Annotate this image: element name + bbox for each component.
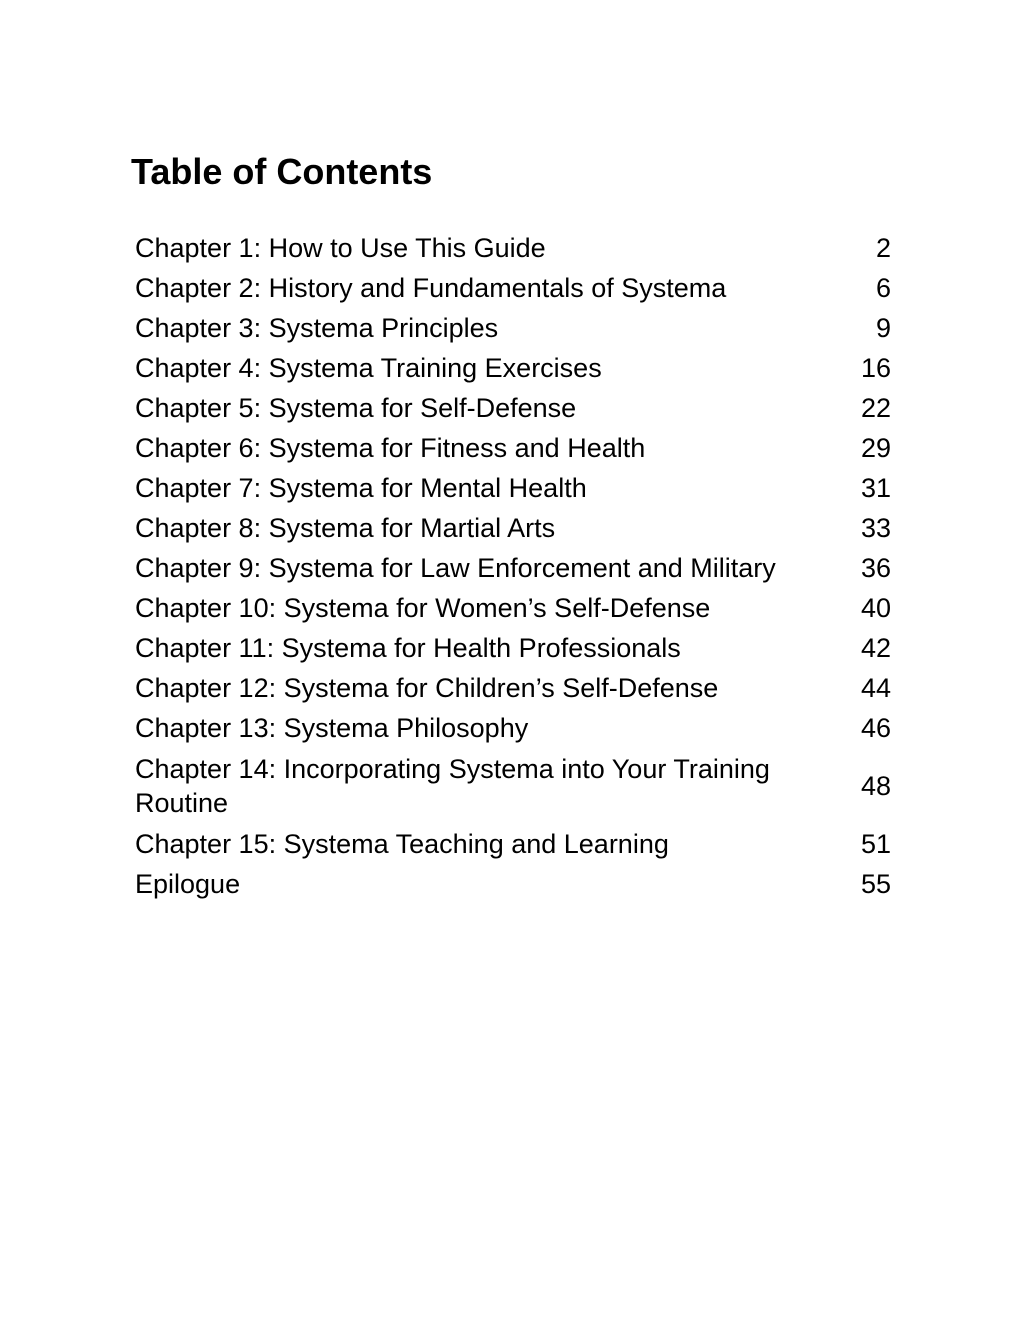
toc-entry-chapter-14	[135, 748, 891, 824]
toc-entry-page: 29	[860, 433, 891, 463]
toc-entry-chapter-8	[135, 508, 891, 548]
toc-entry-title: Chapter 13: Systema Philosophy	[135, 713, 529, 743]
toc-entry-page: 6	[875, 273, 891, 303]
toc-entry-chapter-2	[135, 268, 891, 308]
toc-entry-page: 22	[860, 393, 891, 423]
toc-entry-chapter-3	[135, 308, 891, 348]
toc-entry-title: Chapter 8: Systema for Martial Arts	[135, 513, 556, 543]
toc-entry-title: Chapter 15: Systema Teaching and Learning	[135, 829, 669, 859]
toc-entry-page: 40	[860, 593, 891, 623]
toc-entry-title: Chapter 1: How to Use This Guide	[135, 233, 546, 263]
toc-entry-title: Chapter 11: Systema for Health Professionals	[135, 633, 681, 663]
toc-entry-title: Chapter 3: Systema Principles	[135, 313, 499, 343]
toc-entry-page: 9	[875, 313, 891, 343]
toc-entry-page: 2	[875, 233, 891, 263]
toc-entry-page: 44	[860, 673, 891, 703]
toc-entry-chapter-6	[135, 428, 891, 468]
toc-entry-title: Chapter 9: Systema for Law Enforcement and Military	[135, 553, 776, 583]
toc-entry-title: Chapter 4: Systema Training Exercises	[135, 353, 602, 383]
toc-heading: Table of Contents	[131, 151, 433, 192]
toc-entry-title: Chapter 14: Incorporating Systema into Your Training Routine	[135, 754, 770, 818]
toc-entry-page: 16	[860, 353, 891, 383]
toc-entry-title: Chapter 2: History and Fundamentals of Systema	[135, 273, 727, 303]
toc-entry-chapter-11	[135, 628, 891, 668]
toc-entry-title: Chapter 7: Systema for Mental Health	[135, 473, 587, 503]
toc-entry-page: 33	[860, 513, 891, 543]
toc-table	[135, 228, 891, 904]
toc-entry-chapter-13	[135, 708, 891, 748]
toc-entry-page: 46	[860, 713, 891, 743]
toc-entry-page: 42	[860, 633, 891, 663]
toc-entry-title: Chapter 12: Systema for Children’s Self-Defense	[135, 673, 719, 703]
toc-entry-chapter-5	[135, 388, 891, 428]
toc-entry-epilogue	[135, 864, 891, 904]
toc-entry-page: 51	[860, 829, 891, 859]
toc-entry-chapter-1	[135, 228, 891, 268]
toc-entry-page: 31	[860, 473, 891, 503]
toc-entry-title: Chapter 10: Systema for Women’s Self-Defense	[135, 593, 711, 623]
toc-entry-page: 48	[860, 771, 891, 801]
toc-entry-chapter-15	[135, 824, 891, 864]
toc-entry-chapter-4	[135, 348, 891, 388]
toc-entry-page: 36	[860, 553, 891, 583]
toc-entry-page: 55	[860, 869, 891, 899]
toc-entry-chapter-12	[135, 668, 891, 708]
toc-entry-title: Chapter 6: Systema for Fitness and Health	[135, 433, 646, 463]
toc-entry-title: Epilogue	[135, 869, 241, 899]
toc-entry-chapter-10	[135, 588, 891, 628]
toc-entry-chapter-9	[135, 548, 891, 588]
toc-entry-chapter-7	[135, 468, 891, 508]
toc-entry-title: Chapter 5: Systema for Self-Defense	[135, 393, 577, 423]
